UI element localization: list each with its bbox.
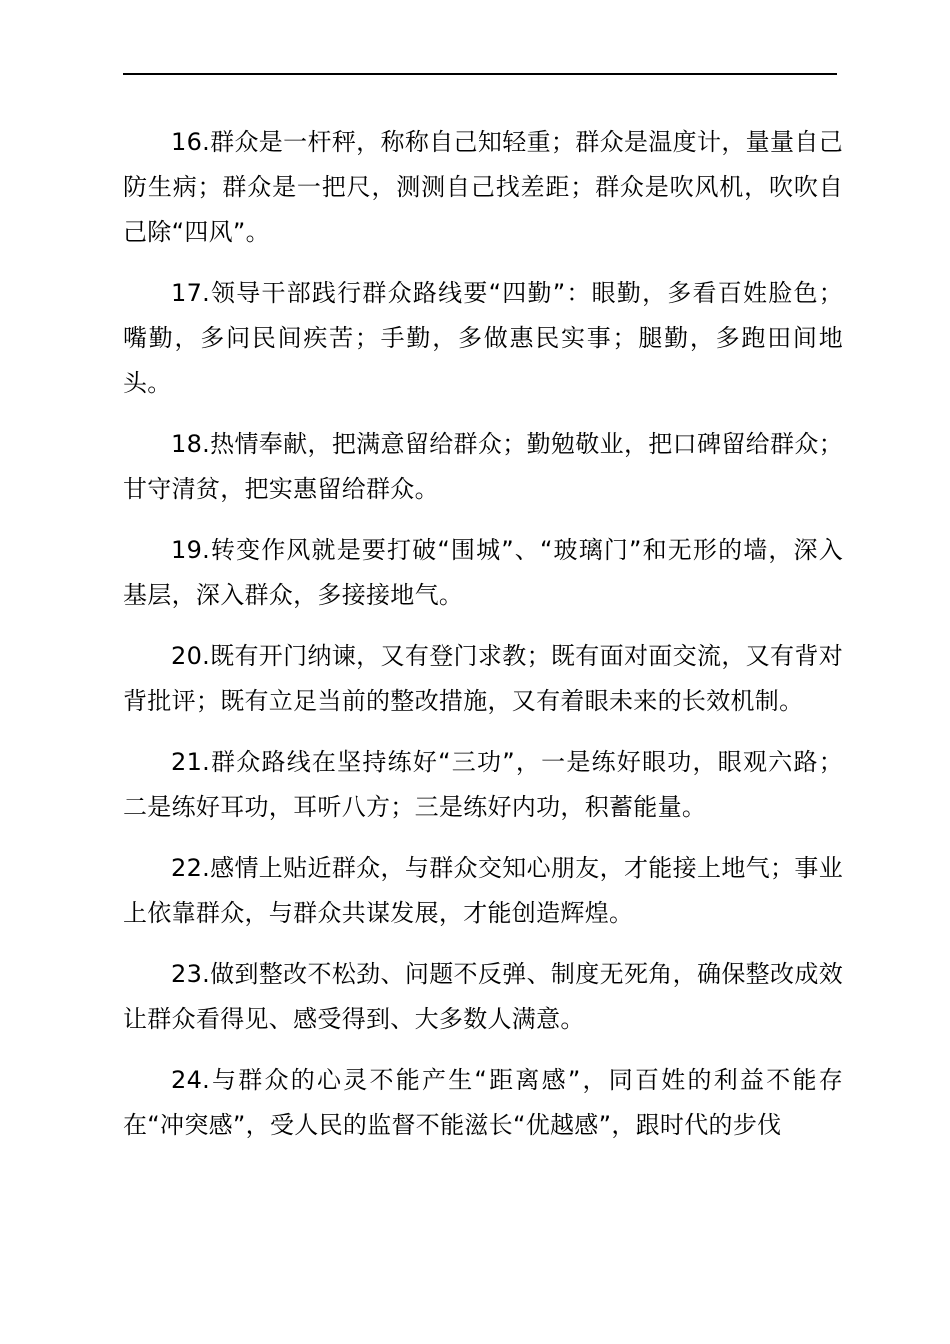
document-body: [123, 120, 843, 1164]
paragraph-19: 19.转变作风就是要打破“围城”、“玻璃门”和无形的墙，深入基层，深入群众，多接接地气。: [123, 536, 843, 609]
paragraph-20: 20.既有开门纳谏，又有登门求教；既有面对面交流，又有背对背批评；既有立足当前的整改措施，又有着眼未来的长效机制。: [123, 642, 843, 715]
paragraph-21: 21.群众路线在坚持练好“三功”，一是练好眼功，眼观六路；二是练好耳功，耳听八方；三是练好内功，积蓄能量。: [123, 748, 843, 821]
paragraph-17: 17.领导干部践行群众路线要“四勤”：眼勤，多看百姓脸色；嘴勤，多问民间疾苦；手勤，多做惠民实事；腿勤，多跑田间地头。: [123, 279, 843, 397]
header-rule: [123, 73, 837, 75]
paragraph-24: 24.与群众的心灵不能产生“距离感”，同百姓的利益不能存在“冲突感”，受人民的监督不能滋长“优越感”，跟时代的步伐: [123, 1066, 843, 1139]
paragraph-22: 22.感情上贴近群众，与群众交知心朋友，才能接上地气；事业上依靠群众，与群众共谋发展，才能创造辉煌。: [123, 854, 843, 927]
paragraph-16: 16.群众是一杆秤，称称自己知轻重；群众是温度计，量量自己防生病；群众是一把尺，测测自己找差距；群众是吹风机，吹吹自己除“四风”。: [123, 128, 843, 246]
paragraph-23: 23.做到整改不松劲、问题不反弹、制度无死角，确保整改成效让群众看得见、感受得到、大多数人满意。: [123, 960, 843, 1033]
paragraph-18: 18.热情奉献，把满意留给群众；勤勉敬业，把口碑留给群众；甘守清贫，把实惠留给群众。: [123, 430, 843, 503]
